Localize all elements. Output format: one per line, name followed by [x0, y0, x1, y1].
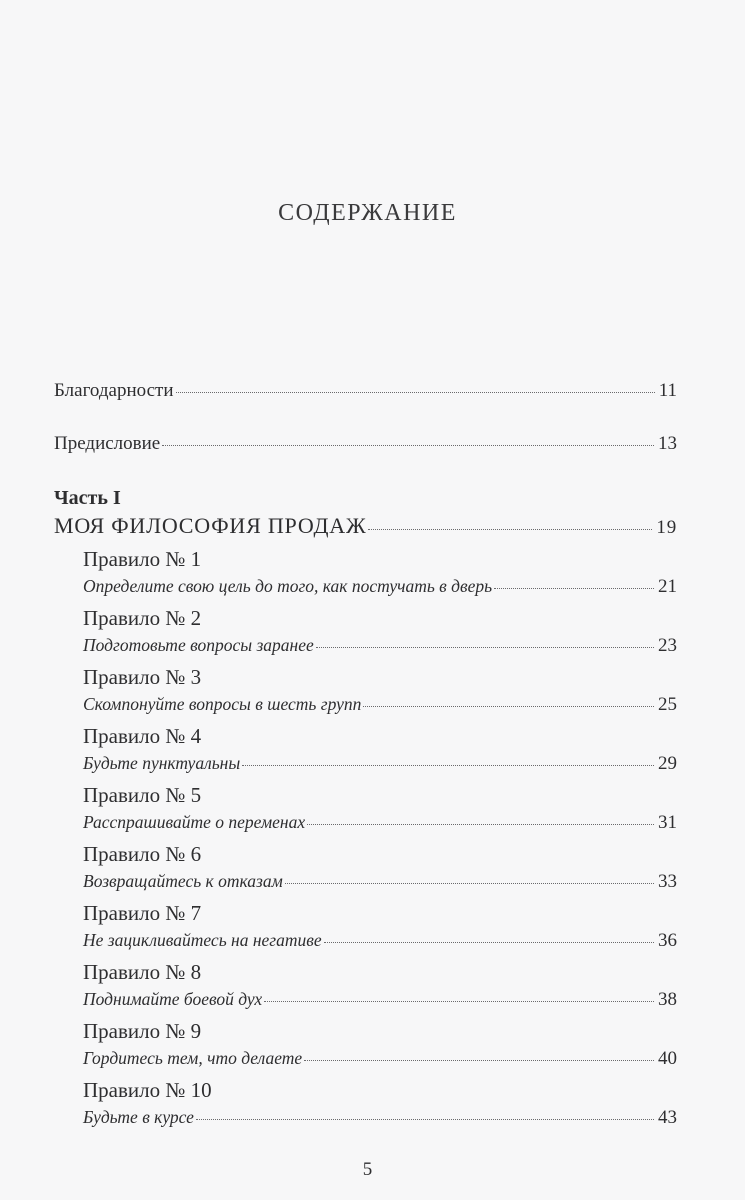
rule-title: Расспрашивайте о переменах — [83, 812, 306, 832]
toc-rule-6[interactable] — [54, 841, 677, 895]
dot-leader — [176, 392, 655, 393]
rule-title: Определите свою цель до того, как постучать в дверь — [83, 576, 493, 596]
rule-page: 36 — [658, 930, 677, 951]
part-label: Часть I — [54, 487, 121, 509]
rule-name: Правило № 6 — [83, 842, 202, 866]
dot-leader — [363, 706, 654, 707]
toc-rule-9[interactable] — [54, 1018, 677, 1072]
rule-entry — [83, 809, 677, 836]
rule-name: Правило № 10 — [83, 1078, 212, 1102]
rule-page: 21 — [658, 576, 677, 597]
rule-entry — [83, 1045, 677, 1072]
rule-entry — [83, 691, 677, 718]
rule-entry — [83, 868, 677, 895]
toc-entry-title: Предисловие — [54, 433, 161, 454]
toc-rule-3[interactable] — [54, 664, 677, 718]
part-title: МОЯ ФИЛОСОФИЯ ПРОДАЖ — [54, 513, 367, 538]
rule-title: Скомпонуйте вопросы в шесть групп — [83, 694, 362, 714]
rule-entry — [83, 927, 677, 954]
rule-name: Правило № 2 — [83, 606, 202, 630]
dot-leader — [316, 647, 654, 648]
dot-leader — [324, 942, 654, 943]
rule-page: 40 — [658, 1048, 677, 1069]
rule-entry — [83, 573, 677, 600]
dot-leader — [368, 529, 652, 530]
toc-entry-page: 13 — [658, 433, 677, 454]
rule-title: Поднимайте боевой дух — [83, 989, 263, 1009]
rule-page: 38 — [658, 989, 677, 1010]
dot-leader — [285, 883, 654, 884]
dot-leader — [307, 824, 654, 825]
toc-rule-7[interactable] — [54, 900, 677, 954]
toc-entry-preface[interactable] — [54, 430, 677, 458]
toc-rule-8[interactable] — [54, 959, 677, 1013]
page-number: 5 — [362, 1159, 373, 1180]
rule-page: 43 — [658, 1107, 677, 1128]
rule-title: Будьте в курсе — [83, 1107, 194, 1127]
rule-title: Будьте пунктуальны — [83, 753, 241, 773]
page-title: СОДЕРЖАНИЕ — [278, 200, 457, 226]
dot-leader — [196, 1119, 654, 1120]
rule-name: Правило № 8 — [83, 960, 202, 984]
rule-title: Подготовьте вопросы заранее — [83, 635, 314, 655]
rule-name: Правило № 9 — [83, 1019, 202, 1043]
rule-entry — [83, 632, 677, 659]
rule-name: Правило № 1 — [83, 547, 202, 571]
rule-title: Гордитесь тем, что делаете — [83, 1048, 303, 1068]
dot-leader — [264, 1001, 654, 1002]
rule-page: 23 — [658, 635, 677, 656]
toc-entry-part-title[interactable] — [54, 511, 677, 541]
rule-title: Не зацикливайтесь на негативе — [83, 930, 322, 950]
table-of-contents — [54, 377, 677, 1131]
toc-rule-10[interactable] — [54, 1077, 677, 1131]
rule-name: Правило № 5 — [83, 783, 202, 807]
dot-leader — [242, 765, 654, 766]
rule-name: Правило № 3 — [83, 665, 202, 689]
dot-leader — [162, 445, 654, 446]
rule-entry — [83, 750, 677, 777]
rule-page: 29 — [658, 753, 677, 774]
toc-entry-page: 11 — [658, 380, 677, 401]
rule-page: 31 — [658, 812, 677, 833]
toc-rule-4[interactable] — [54, 723, 677, 777]
dot-leader — [304, 1060, 654, 1061]
rule-title: Возвращайтесь к отказам — [83, 871, 283, 891]
dot-leader — [494, 588, 654, 589]
toc-entry-title: Благодарности — [54, 380, 174, 401]
rule-entry — [83, 986, 677, 1013]
toc-entry-acknowledgements[interactable] — [54, 377, 677, 405]
rule-page: 33 — [658, 871, 677, 892]
rule-name: Правило № 4 — [83, 724, 202, 748]
toc-rule-2[interactable] — [54, 605, 677, 659]
rule-entry — [83, 1104, 677, 1131]
toc-rule-1[interactable] — [54, 546, 677, 600]
toc-rule-5[interactable] — [54, 782, 677, 836]
toc-entry-page: 19 — [656, 517, 677, 538]
rule-page: 25 — [658, 694, 677, 715]
rule-name: Правило № 7 — [83, 901, 202, 925]
